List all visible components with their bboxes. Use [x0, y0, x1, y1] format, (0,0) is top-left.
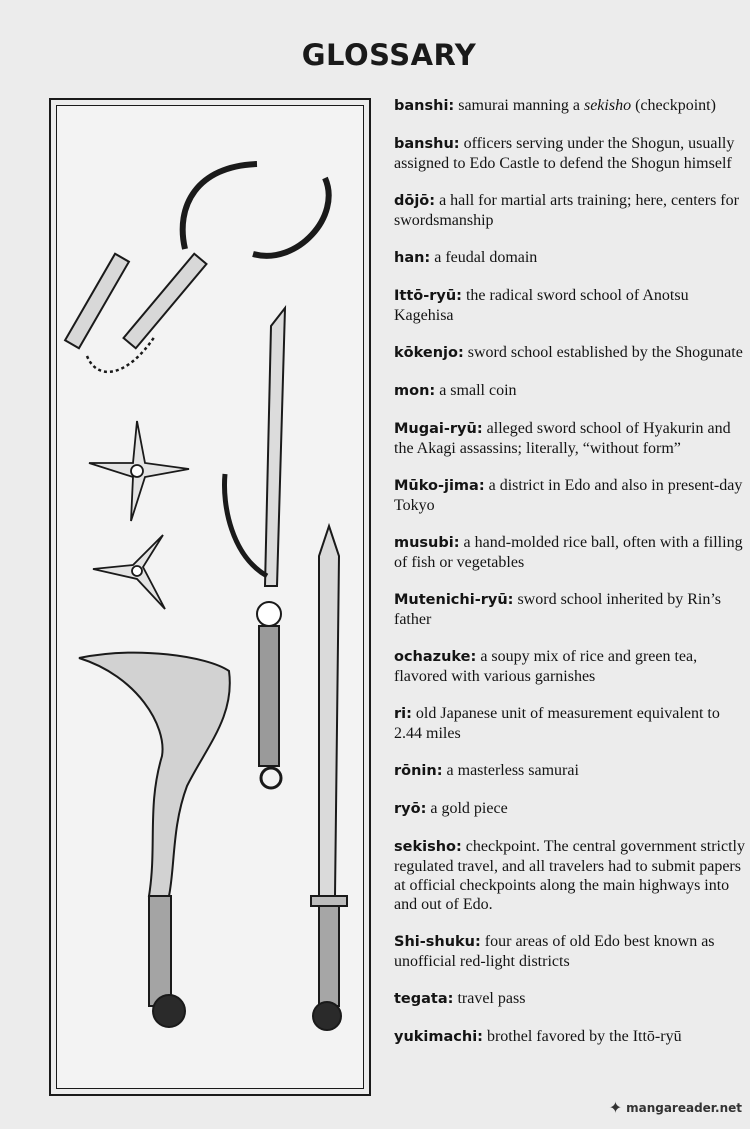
- glossary-definition: four areas of old Edo best known as unofficial red-light districts: [394, 933, 715, 970]
- glossary-definition: a masterless samurai: [442, 762, 579, 779]
- glossary-term: dōjō:: [394, 193, 436, 209]
- glossary-term: Mūko-jima:: [394, 478, 485, 494]
- glossary-entry: [394, 96, 746, 116]
- glossary-definition: old Japanese unit of measurement equivalent to 2.44 miles: [394, 705, 720, 742]
- glossary-entry: [394, 1027, 746, 1047]
- glossary-entry: [394, 932, 746, 971]
- glossary-term: han:: [394, 250, 431, 266]
- glossary-definition-tail: (checkpoint): [631, 97, 716, 114]
- glossary-entry: [394, 704, 746, 743]
- glossary-definition: a feudal domain: [430, 249, 538, 266]
- throwing-star-icon: [93, 535, 165, 609]
- glossary-definition: sword school established by the Shogunate: [463, 344, 743, 361]
- glossary-entry: [394, 837, 746, 914]
- glossary-definition: a soupy mix of rice and green tea, flavored with various garnishes: [394, 648, 698, 685]
- glossary-entry: [394, 134, 746, 173]
- ninja-logo-icon: ✦: [608, 1098, 623, 1117]
- glossary-term: ochazuke:: [394, 649, 477, 665]
- glossary-list: [394, 96, 746, 1065]
- glossary-term: yukimachi:: [394, 1029, 483, 1045]
- weapons-drawing: [57, 106, 364, 1089]
- glossary-term: rōnin:: [394, 763, 443, 779]
- glossary-term: Ittō-ryū:: [394, 288, 462, 304]
- glossary-term: sekisho:: [394, 839, 462, 855]
- glossary-entry: [394, 419, 746, 458]
- glossary-definition: officers serving under the Shogun, usually assigned to Edo Castle to defend the Shogun himself: [394, 135, 735, 172]
- jitte-sword: [224, 308, 285, 788]
- glossary-term: banshu:: [394, 136, 460, 152]
- glossary-definition: travel pass: [453, 990, 526, 1007]
- glossary-entry: [394, 590, 746, 629]
- glossary-term: banshi:: [394, 98, 455, 114]
- glossary-entry: [394, 343, 746, 363]
- glossary-definition: a small coin: [435, 382, 517, 399]
- glossary-term: musubi:: [394, 535, 460, 551]
- glossary-term: mon:: [394, 383, 436, 399]
- throwing-star-icon: [89, 421, 189, 521]
- weapons-illustration: [56, 105, 364, 1089]
- glossary-entry: [394, 989, 746, 1009]
- glossary-term: ri:: [394, 706, 412, 722]
- glossary-term: Mutenichi-ryū:: [394, 592, 514, 608]
- glossary-definition: a gold piece: [426, 800, 508, 817]
- glossary-definition: a district in Edo and also in present-day Tokyo: [394, 477, 743, 514]
- glossary-entry: [394, 533, 746, 572]
- glossary-entry: [394, 191, 746, 230]
- glossary-definition: alleged sword school of Hyakurin and the Akagi assassins; literally, “without form”: [394, 420, 731, 457]
- watermark-text: mangareader.net: [626, 1100, 742, 1115]
- glossary-term: Mugai-ryū:: [394, 421, 483, 437]
- glossary-entry: [394, 647, 746, 686]
- watermark: [609, 1098, 742, 1117]
- glossary-term: Shi-shuku:: [394, 934, 481, 950]
- page-title: GLOSSARY: [301, 38, 477, 72]
- machete-blade: [79, 653, 230, 1027]
- glossary-term: ryō:: [394, 801, 427, 817]
- glossary-entry: [394, 799, 746, 819]
- glossary-entry: [394, 476, 746, 515]
- straight-sword: [311, 526, 347, 1030]
- glossary-definition-emphasis: sekisho: [583, 97, 632, 114]
- glossary-entry: [394, 286, 746, 325]
- weapons-illustration-frame: [49, 98, 371, 1096]
- glossary-definition: checkpoint. The central government strictly regulated travel, and all travelers had to submit papers at official checkpoints along the main highways into and out of Edo.: [394, 838, 745, 913]
- glossary-definition: the radical sword school of Anotsu Kagehisa: [394, 287, 689, 324]
- glossary-term: kōkenjo:: [394, 345, 464, 361]
- glossary-definition: a hall for martial arts training; here, centers for swordsmanship: [394, 192, 739, 229]
- glossary-definition: brothel favored by the Ittō-ryū: [482, 1028, 682, 1045]
- glossary-definition: a hand-molded rice ball, often with a filling of fish or vegetables: [394, 534, 743, 571]
- glossary-entry: [394, 248, 746, 268]
- glossary-entry: [394, 381, 746, 401]
- sickle-chain-weapon: [65, 164, 329, 372]
- glossary-entry: [394, 761, 746, 781]
- glossary-definition: samurai manning a: [454, 97, 584, 114]
- glossary-term: tegata:: [394, 991, 454, 1007]
- glossary-definition: sword school inherited by Rin’s father: [394, 591, 721, 628]
